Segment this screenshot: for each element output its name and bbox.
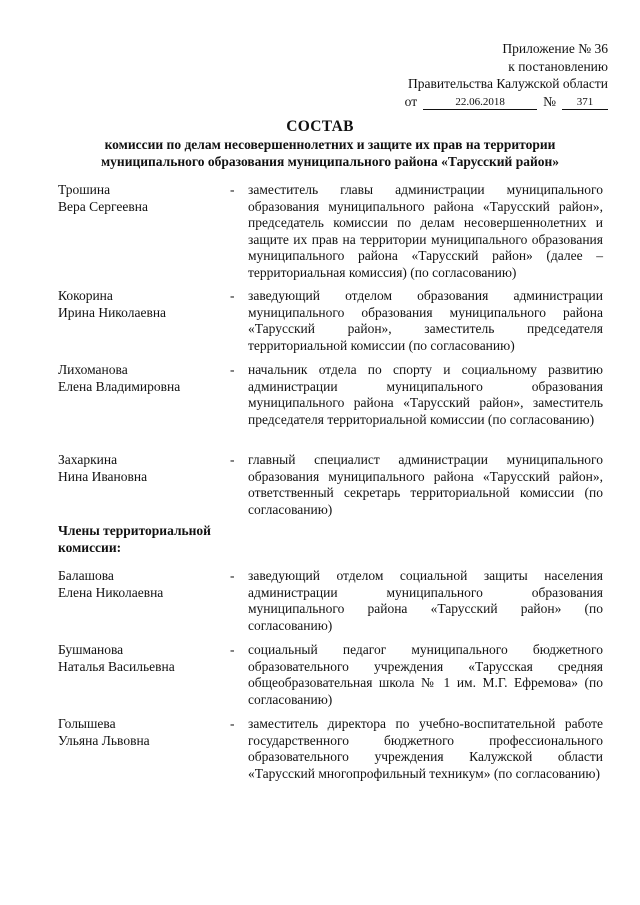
member-role: заместитель главы администрации муниципального образования муниципального района «Тарусский район», председатель комиссии по делам несовершеннолетних и защите их прав на территории муниципального образования муниципального района «Тарусский район» (далее – территориальная комиссия) (по согласованию) [248,182,603,280]
member-name [58,716,223,749]
member-given-name: Елена Николаевна [58,584,164,600]
subtitle-line-1: комиссии по делам несовершеннолетних и защите их прав на территории [104,137,556,152]
member-name [58,182,223,215]
member-surname: Балашова [58,568,114,583]
members-heading: Члены территориальной комиссии: [58,523,211,555]
member-surname: Кокорина [58,288,113,303]
member-surname: Бушманова [58,642,124,657]
from-label: от [404,93,418,109]
decree-date: 22.06.2018 [423,96,537,110]
member-name [58,568,223,601]
member-role: заместитель директора по учебно-воспитательной работе государственного бюджетного профессионального образовательного учреждения Калужской области «Тарусский многопрофильный техникум» (по согласованию) [248,716,603,781]
member-surname: Захаркина [58,452,118,467]
member-given-name: Вера Сергеевна [58,198,148,214]
document-subtitle [60,137,600,170]
member-name [58,452,223,485]
decree-reference: к постановлению [508,58,608,74]
member-role: социальный педагог муниципального бюджетного образовательного учреждения «Тарусская средняя общеобразовательная школа № 1 им. М.Г. Ефремова» (по согласованию) [248,642,603,707]
member-given-name: Елена Владимировна [58,378,181,394]
entry-dash: - [230,288,235,303]
number-label: № [543,93,556,109]
entry-dash: - [230,568,235,583]
member-role: главный специалист администрации муниципального образования муниципального района «Тарусский район», ответственный секретарь территориальной комиссии (по согласованию) [248,452,603,517]
member-given-name: Нина Ивановна [58,468,148,484]
member-name [58,642,223,675]
member-role: заведующий отделом социальной защиты населения администрации муниципального образования муниципального района «Тарусский район» (по согласованию) [248,568,603,633]
decree-number: 371 [562,96,608,110]
member-given-name: Ульяна Львовна [58,732,150,748]
entry-dash: - [230,182,235,197]
member-surname: Лихоманова [58,362,128,377]
member-role: заведующий отделом образования администрации муниципального образования муниципального района «Тарусский район», заместитель председателя территориальной комиссии (по согласованию) [248,288,603,353]
entry-dash: - [230,716,235,731]
member-given-name: Ирина Николаевна [58,304,167,320]
appendix-number: Приложение № 36 [502,41,608,56]
entry-dash: - [230,452,235,467]
decree-date-row [405,93,608,111]
document-title: СОСТАВ [286,118,354,135]
appendix-header [405,40,608,110]
government-name: Правительства Калужской области [407,76,608,91]
entry-dash: - [230,642,235,657]
member-name [58,288,223,321]
member-given-name: Наталья Васильевна [58,658,175,674]
member-role: начальник отдела по спорту и социальному развитию администрации муниципального образования муниципального района «Тарусский район», заместитель председателя территориальной комиссии (по согласованию) [248,362,603,427]
member-name [58,362,223,395]
member-surname: Трошина [58,182,111,197]
member-surname: Голышева [58,716,116,731]
entry-dash: - [230,362,235,377]
subtitle-line-2: муниципального образования муниципального района «Тарусский район» [100,153,560,169]
